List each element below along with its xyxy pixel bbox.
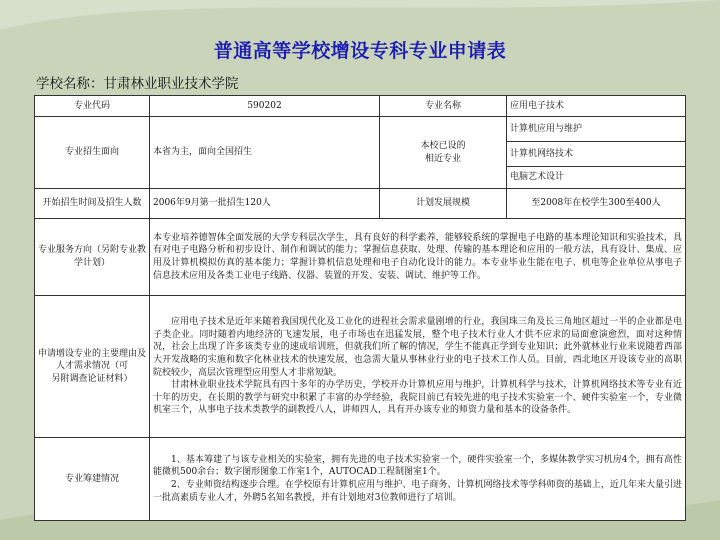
- application-form: [34, 95, 686, 521]
- reason-paragraph-2: 甘肃林业职业技术学院具有四十多年的办学历史，学校开办计算机应用与维护，计算机科学与技术，计算机网络技术等专业有近十年的历史，在长期的教学与研究中积累了丰富的办学经验，我院目前已有较先进的电子技术实验室一个、硬件实验室一个，专业微机室三个，从事电子技术类教学的副教授八人，讲师四人，具有开办该专业的师资力量和基本的设备条件。: [153, 380, 682, 416]
- code-label: 专业代码: [35, 96, 150, 117]
- start-value: 2006年9月第一批招生120人: [150, 189, 380, 219]
- row-service: [35, 219, 686, 296]
- related-major-2: 计算机网络技术: [507, 142, 686, 167]
- related-label: 本校已设的 相近专业: [380, 117, 507, 189]
- enroll-label: 专业招生面向: [35, 117, 150, 189]
- row-enroll: [35, 117, 686, 142]
- related-major-1: 计算机应用与维护: [507, 117, 686, 142]
- row-reason: [35, 296, 686, 438]
- start-label: 开始招生时间及招生人数: [35, 189, 150, 219]
- name-label: 专业名称: [380, 96, 507, 117]
- reason-paragraph-1: 应用电子技术是近年来随着我国现代化及工业化的进程社会需求量剧增的行业，我国珠三角及长三角地区超过一半的企业都是电子类企业。同时随着内地经济的飞速发展，电子市场也在迅猛发展，整个电子技术行业人才供不应求的局面愈演愈烈，面对这种情况，社会上出现了许多该类专业的速成培训班，但就我们所了解的情况，学生不能真正学到专业知识；此外就林业行业来说随着西部大开发战略的实施和数字化林业技术的快速发展，也急需大量从事林业行业的电子技术工作人员。目前，西北地区开设该专业的高职院校较少，高层次管理型应用型人才非常短缺。: [153, 317, 682, 378]
- enroll-value: 本省为主，面向全国招生: [150, 117, 380, 189]
- name-value: 应用电子技术: [507, 96, 686, 117]
- plan-label: 计划发展规模: [380, 189, 507, 219]
- prep-label: 专业筹建情况: [35, 438, 150, 521]
- service-text: 本专业培养德智体全面发展的大学专科层次学生，具有良好的科学素养，能够较系统的掌握电子电路的基本理论知识和实验技术，具有对电子电路分析和初步设计、制作和调试的能力；掌握信息获取、处理、传输的基本理论和应用的一般方法，具有设计、集成、应用及计算机模拟仿真的基本能力；掌握计算机信息处理和电子自动化设计的能力。本专业毕业生能在电子、机电等企业单位从事电子信息技术应用及各类工业电子线路、仪器、装置的开发、安装、调试、维护等工作。: [150, 219, 686, 296]
- row-start: [35, 189, 686, 219]
- prep-paragraph-1: 1、基本筹建了与该专业相关的实验室，拥有先进的电子技术实验室一个，硬件实验室一个，多媒体教学实习机房4个，拥有高性能微机500余台；数字图形图象工作室1个，AUTOCAD工程制图室1个。: [153, 454, 682, 478]
- reason-text: [150, 296, 686, 438]
- prep-paragraph-2: 2、专业师资结构逐步合理。在学校原有计算机应用与维护、电子商务、计算机网络技术等学科师资的基础上，近几年来大量引进一批高素质专业人才，外聘5名知名教授，并有计划地对3位教师进行了培训。: [153, 480, 682, 503]
- code-value: 590202: [150, 96, 380, 117]
- service-label: 专业服务方向（另附专业教学计划）: [35, 219, 150, 296]
- page-title: 普通高等学校增设专科专业申请表: [213, 40, 507, 62]
- row-prep: [35, 438, 686, 521]
- related-major-3: 电脑艺术设计: [507, 167, 686, 189]
- plan-value: 至2008年在校学生300至400人: [507, 189, 686, 219]
- reason-label: 申请增设专业的主要理由及人才需求情况（可 另附调查论证材料）: [35, 296, 150, 438]
- school-name: 学校名称：甘肃林业职业技术学院: [36, 76, 239, 92]
- prep-text: [150, 438, 686, 521]
- row-code: [35, 96, 686, 117]
